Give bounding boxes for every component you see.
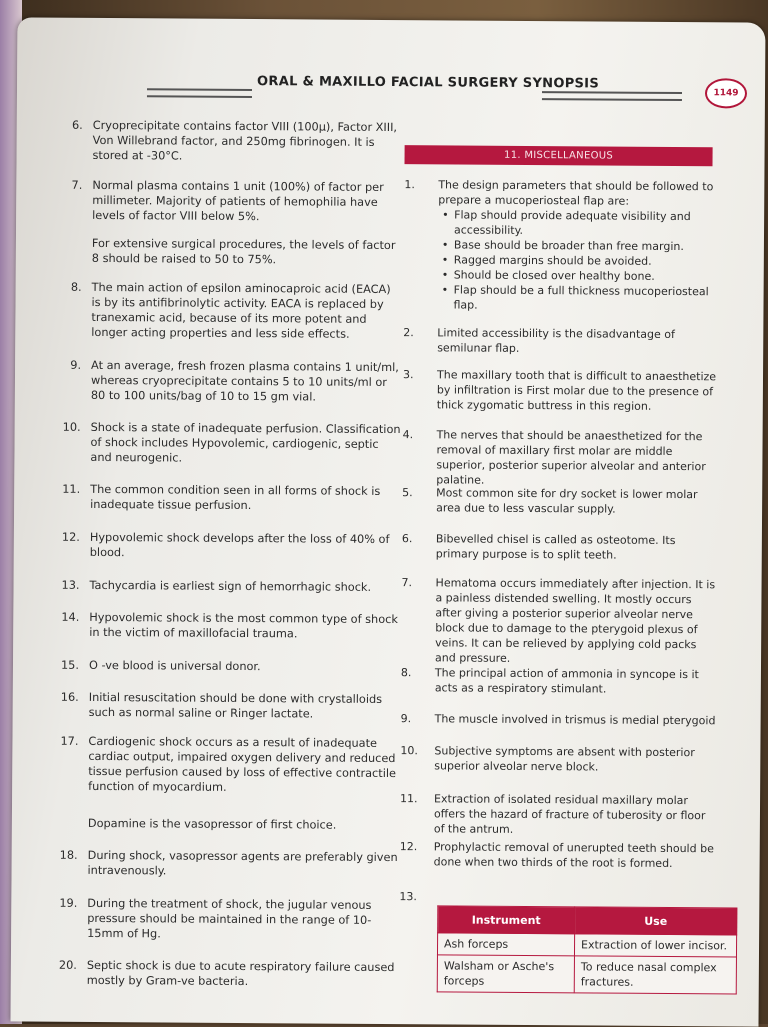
book-page xyxy=(11,17,766,1026)
page-header xyxy=(237,71,757,115)
table-cell: Extraction of lower incisor. xyxy=(574,934,736,957)
list-item: 9. The muscle involved in trismus is medial pterygoid xyxy=(400,712,716,728)
header-rule-right xyxy=(542,91,682,101)
list-item: 10. Subjective symptoms are absent with posterior superior alveolar nerve block. xyxy=(400,744,695,774)
list-item: 7. Hematoma occurs immediately after injection. It is a painless distended swelling. It mostly occurs after giving a posterior superior alveolar nerve block due to damage to the pterygoid plexus of veins. It can be relieved by applying cold packs and pressure. xyxy=(401,576,716,665)
section-banner: 11. MISCELLANEOUS xyxy=(404,145,712,166)
list-item: 14. Hypovolemic shock is the most common type of shock in the victim of maxillofacial trauma. xyxy=(61,610,398,641)
bullet-item: • Should be closed over healthy bone. xyxy=(438,267,720,284)
bullet-item: • Ragged margins should be avoided. xyxy=(438,252,720,269)
item-intro: The design parameters that should be followed to prepare a mucoperiosteal flap are: xyxy=(438,178,714,208)
list-item: 9. At an average, fresh frozen plasma contains 1 unit/ml, whereas cryoprecipitate contains 5 to 10 units/ml or 80 to 100 units/bag of 10 to 15 gm vial. xyxy=(70,358,399,404)
list-item: 6. Cryoprecipitate contains factor VIII (100μ), Factor XIII, Von Willebrand factor, and 250mg fibrinogen. It is stored at -30°C. xyxy=(71,118,398,163)
list-item: 15. O -ve blood is universal donor. xyxy=(60,658,261,674)
list-item: 3. The maxillary tooth that is difficult to anaesthetize by infiltration is First molar due to the presence of thick zygomatic buttress in this region. xyxy=(402,368,717,413)
table-header-row xyxy=(438,906,737,935)
list-item: 7. Normal plasma contains 1 unit (100%) of factor per millimeter. Majority of patients of hemophilia have levels of factor VIII below 5%. xyxy=(71,178,384,224)
bullet-item: • Base should be broader than free margin. xyxy=(438,237,720,254)
list-item: 18. During shock, vasopressor agents are preferably given intravenously. xyxy=(59,848,398,878)
list-item: 1. The design parameters that should be followed to prepare a mucoperiosteal flap are: • Flap should provide adequate visibility and accessibility. • Base should be broader than free margin. • Ragged margins should be avoided. • Should be closed over healthy bone. • Flap should be a full thickness mucoperiosteal flap. xyxy=(404,177,724,179)
table-cell: Walsham or Asche's forceps xyxy=(437,955,574,993)
list-item: Dopamine is the vasopressor of first choice. xyxy=(87,816,337,832)
list-item: 12. Prophylactic removal of unerupted teeth should be done when two thirds of the root is formed. xyxy=(399,840,714,870)
right-column xyxy=(399,145,728,989)
list-item: 10. Shock is a state of inadequate perfusion. Classification of shock includes Hypovolemic, cardiogenic, septic and neurogenic. xyxy=(62,420,401,465)
list-item: 19. During the treatment of shock, the jugular venous pressure should be maintained in the range of 10-15mm of Hg. xyxy=(59,896,372,941)
table-row xyxy=(437,933,736,957)
page-number-badge: 1149 xyxy=(705,78,747,108)
table-row xyxy=(437,955,736,994)
table-cell: To reduce nasal complex fractures. xyxy=(574,956,736,994)
list-item: 13. xyxy=(399,890,417,904)
table-cell: Ash forceps xyxy=(437,933,574,956)
list-item: 8. The principal action of ammonia in syncope is it acts as a respiratory stimulant. xyxy=(400,666,699,696)
instrument-table xyxy=(437,905,738,994)
list-item: For extensive surgical procedures, the levels of factor 8 should be raised to 50 to 75%. xyxy=(91,236,396,267)
list-item: 12. Hypovolemic shock develops after the loss of 40% of blood. xyxy=(61,530,390,560)
list-item: 11. The common condition seen in all forms of shock is inadequate tissue perfusion. xyxy=(62,482,381,513)
list-item: 5. Most common site for dry socket is lower molar area due to less vascular supply. xyxy=(402,486,698,516)
list-item: 20. Septic shock is due to acute respiratory failure caused mostly by Gram-ve bacteria. xyxy=(58,958,395,989)
list-item: 2. Limited accessibility is the disadvantage of semilunar flap. xyxy=(403,326,675,355)
list-item: 8. The main action of epsilon aminocaproic acid (EACA) is by its antifibrinolytic activity. EACA is replaced by tranexamic acid, because of its more potent and longer acting properties and less side effects. xyxy=(70,280,391,341)
list-item: 4. The nerves that should be anaesthetized for the removal of maxillary first molar are middle superior, posterior superior alveolar and anterior palatine. xyxy=(402,428,706,487)
bullet-item: • Flap should be a full thickness mucoperiosteal flap. xyxy=(437,282,719,314)
list-item: 11. Extraction of isolated residual maxillary molar offers the hazard of fracture of tuberosity or floor of the antrum. xyxy=(400,792,706,836)
bullet-item: • Flap should provide adequate visibility and accessibility. xyxy=(438,207,720,239)
list-item: 17. Cardiogenic shock occurs as a result of inadequate cardiac output, impaired oxygen delivery and reduced tissue perfusion caused by loss of effective contractile function of myocardium. xyxy=(60,734,396,794)
list-item: 13. Tachycardia is earliest sign of hemorrhagic shock. xyxy=(61,578,372,594)
header-title: ORAL & MAXILLO FACIAL SURGERY SYNOPSIS xyxy=(257,74,600,92)
table-header: Use xyxy=(575,907,737,935)
list-item: 16. Initial resuscitation should be done with crystalloids such as normal saline or Ringer lactate. xyxy=(60,690,383,721)
list-item: 6. Bibevelled chisel is called as osteotome. Its primary purpose is to split teeth. xyxy=(401,532,676,562)
left-column xyxy=(57,118,407,989)
header-rule-left xyxy=(147,88,252,98)
table-header: Instrument xyxy=(438,906,575,934)
